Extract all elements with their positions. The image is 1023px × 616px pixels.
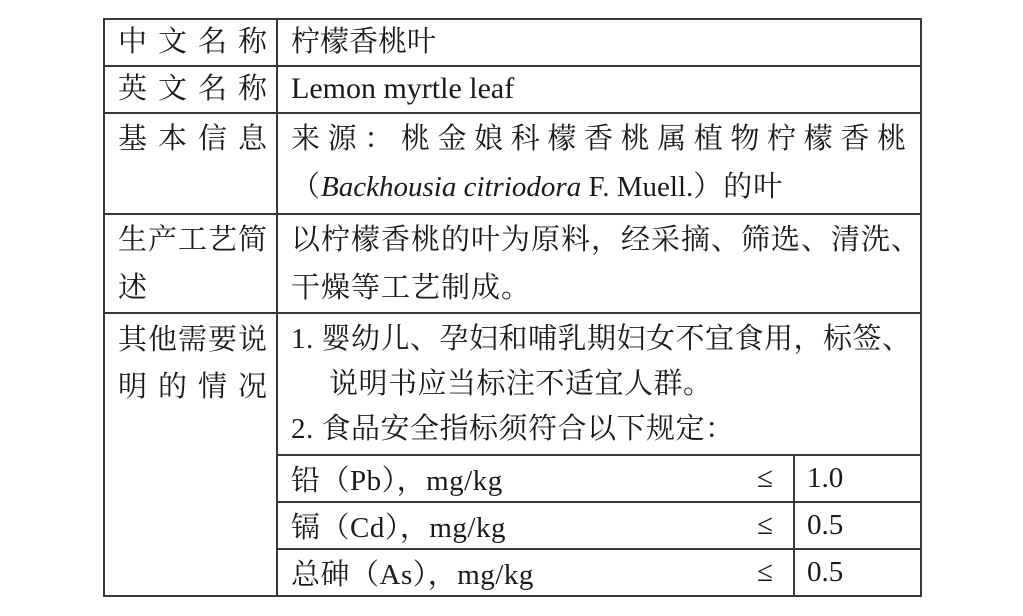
table-row-process [105, 215, 920, 314]
limit-value-cadmium: 0.5 [793, 503, 920, 548]
note-item-1-line-2: 说明书应当标注不适宜人群。 [329, 368, 713, 400]
species-latin-name: Backhousia citriodora [321, 171, 582, 203]
table-row-basic-info [105, 114, 920, 215]
limit-value-arsenic: 0.5 [793, 550, 920, 595]
limit-name-arsenic: 总砷（As），mg/kg [291, 559, 534, 591]
chinese-name-label: 中文名称 [105, 20, 278, 65]
english-name-label: 英文名称 [105, 67, 278, 112]
limit-row-lead [278, 454, 920, 501]
limit-name-cadmium: 镉（Cd），mg/kg [291, 512, 506, 544]
paren-open: （ [291, 171, 322, 203]
other-notes-value [278, 314, 920, 595]
limit-name-lead: 铅（Pb），mg/kg [291, 465, 503, 497]
basic-info-value [278, 114, 920, 213]
table-row-chinese-name [105, 20, 920, 67]
note-item-1-line-1: 1. 婴幼儿、孕妇和哺乳期妇女不宜食用，标签、 [291, 323, 912, 355]
table-row-other-notes [105, 314, 920, 595]
limit-value-lead: 1.0 [793, 456, 920, 501]
process-value [278, 215, 920, 312]
source-line-1: 来源：桃金娘科檬香桃属植物柠檬香桃 [291, 123, 906, 155]
safety-limits-table [278, 454, 920, 595]
english-name-value: Lemon myrtle leaf [291, 72, 515, 105]
less-than-or-equal-symbol: ≤ [757, 509, 773, 541]
limit-row-arsenic [278, 548, 920, 595]
source-line-2 [291, 163, 906, 211]
less-than-or-equal-symbol: ≤ [757, 556, 773, 588]
other-notes-label: 其他需要说明的情况 [105, 314, 278, 595]
process-label: 生产工艺简述 [105, 215, 278, 312]
species-author: F. Muell. [581, 171, 694, 203]
process-line-1: 以柠檬香桃的叶为原料，经采摘、筛选、清洗、 [291, 224, 922, 256]
basic-info-label: 基本信息 [105, 114, 278, 213]
paren-close-suffix: ）的叶 [693, 171, 784, 203]
process-line-2: 干燥等工艺制成。 [291, 272, 532, 304]
other-notes-text [278, 314, 920, 454]
table-row-english-name [105, 67, 920, 114]
less-than-or-equal-symbol: ≤ [757, 462, 773, 494]
chinese-name-value: 柠檬香桃叶 [291, 26, 437, 58]
product-info-table [103, 18, 922, 597]
note-item-2: 2. 食品安全指标须符合以下规定： [291, 413, 735, 445]
limit-row-cadmium [278, 501, 920, 548]
